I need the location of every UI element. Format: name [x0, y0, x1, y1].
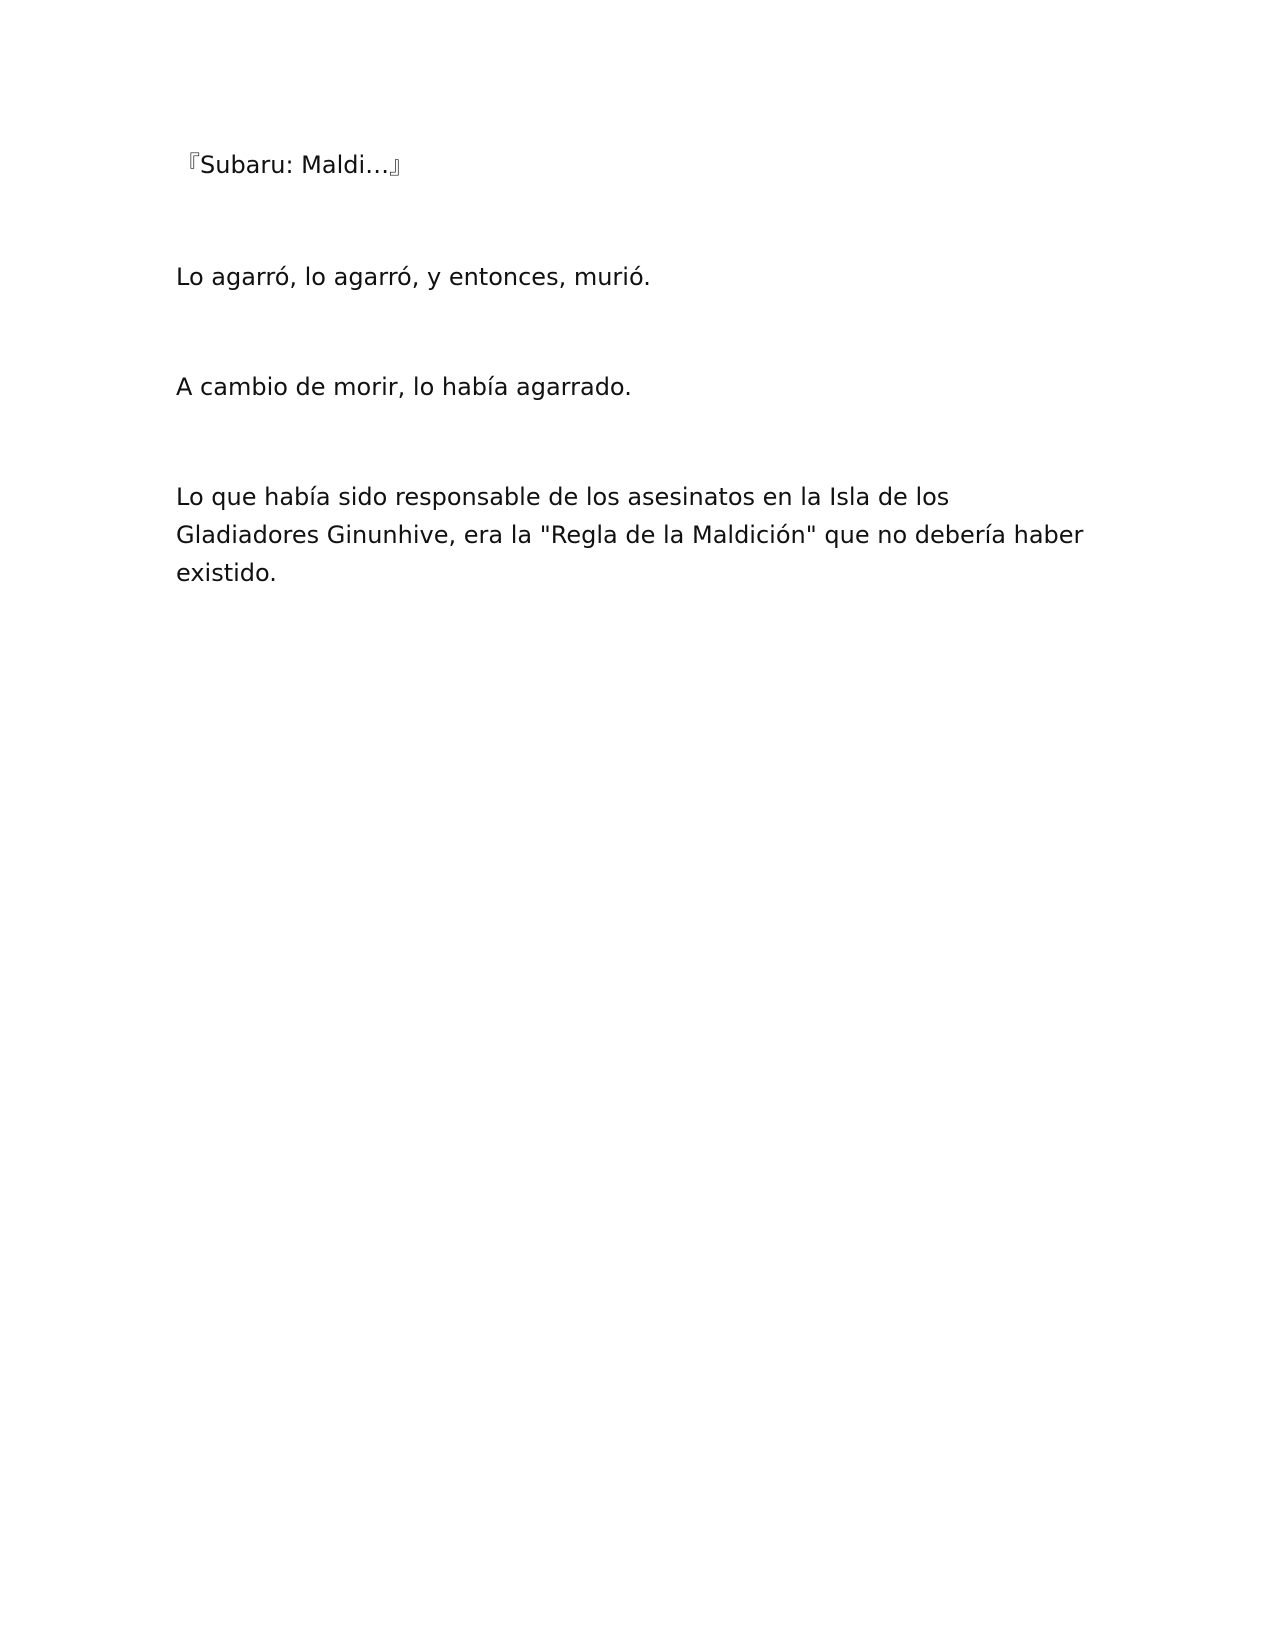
- paragraph-4: Lo que había sido responsable de los asesinatos en la Isla de los Gladiadores Ginunhive, era la "Regla de la Maldición" que no debería haber existido.: [176, 483, 1084, 587]
- paragraph-2: Lo agarró, lo agarró, y entonces, murió.: [176, 263, 651, 291]
- paragraph-dialogue: 『Subaru: Maldi…』: [176, 151, 414, 179]
- paragraph-3: A cambio de morir, lo había agarrado.: [176, 373, 632, 401]
